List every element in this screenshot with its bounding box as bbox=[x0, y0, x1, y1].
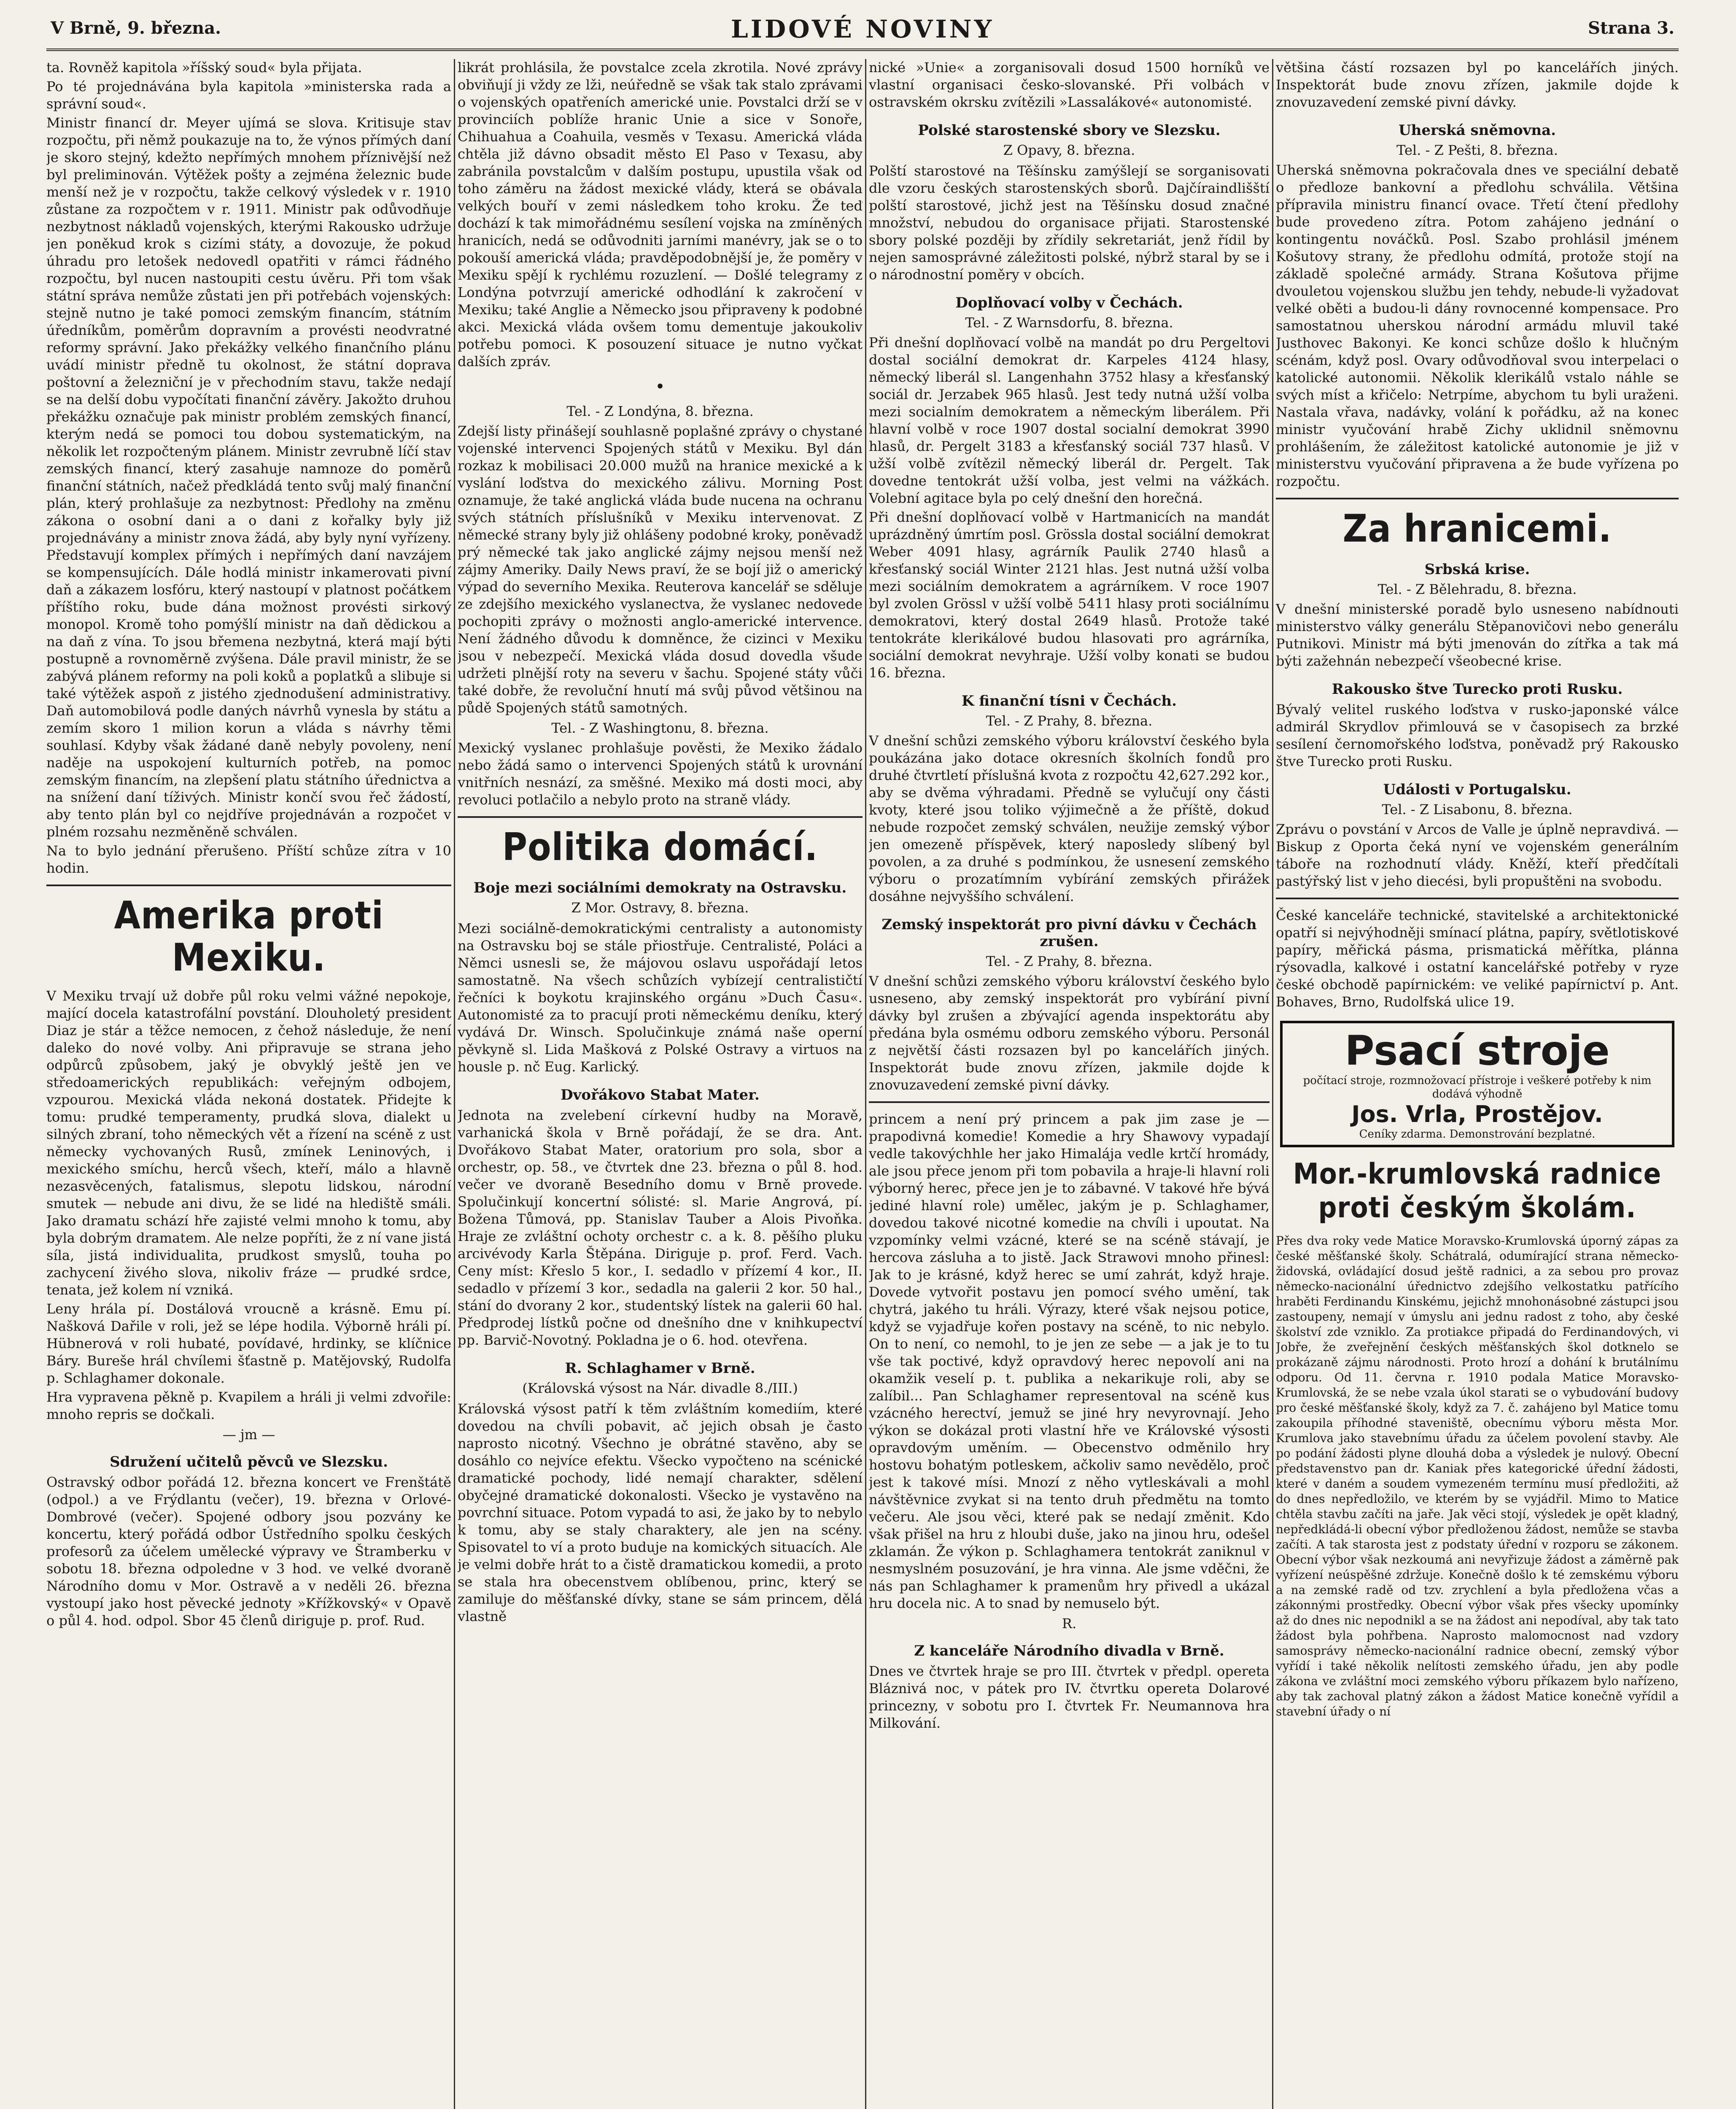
article-paragraph: V dnešní schůzi zemského výboru království českého byla poukázána jako dotace okresních školních fondů pro druhé čtvrtletí příslušná kvota z rozpočtu 42,627.292 kor., aby se dvěma výhradami. Předně se vylučují ony části kvoty, které jsou toliko výjimečně a že příště, dokud nebude rozpočet zemský schválen, neužije zemský výbor jen omezeně příspěvek, který naposledy slíbený byl povolen, a za druhé s podmínkou, že usnesení zemského výboru o prozatímním vybírání zemských přirážek dosáhne nejvyššího schválení. bbox=[869, 733, 1270, 904]
article-paragraph: Hra vypravena pěkně p. Kvapilem a hráli ji velmi zdvořile: mnoho repris se dočkali. bbox=[46, 1389, 451, 1422]
headline-financni: K finanční tísni v Čechách. bbox=[962, 693, 1177, 709]
article-paragraph: nické »Unie« a zorganisovali dosud 1500 horníků ve vlastní organisaci česko-slovanské. Při volbách v ostravském okrsku zvítězili »Lassalákové« autonomisté. bbox=[869, 59, 1270, 110]
article-paragraph: Po té projednávána byla kapitola »ministerska rada a správní soud«. bbox=[46, 78, 451, 112]
headline-rakousko: Rakousko štve Turecko proti Rusku. bbox=[1332, 681, 1623, 698]
column-3 bbox=[869, 59, 1270, 1734]
headline-portugal: Události v Portugalsku. bbox=[1383, 781, 1572, 798]
article-paragraph: Ostravský odbor pořádá 12. března koncert ve Frenštátě (odpol.) a ve Frýdlantu (večer), 19. března v Orlové-Dombrové (večer). Spojené odbory jsou pozvány ke koncertu, který pořádá odbor Ústředního spolku českých profesorů za účelem umělecké výpravy ve Štramberku v sobotu 18. března odpoledne v 3 hod. ve velké dvoraně Národního domu v Mor. Ostravě a v neděli 26. března vystoupí jako host pěvecké jednoty »Křížkovský« v Opavě o půl 4. hod. odpol. Sbor 45 členů diriguje p. prof. Rud. bbox=[46, 1474, 451, 1629]
article-paragraph: V dnešní schůzi zemského výboru království českého bylo usneseno, aby zemský inspektorát pro vybírání pivní dávky byl zrušen a zbývající agenda inspektorátu aby předána byla osmému odboru zemského výboru. Personál z největší části rozsazen byl po kancelářích jiných. Inspektorát bude znovu zřízen, jakmile dojde k znovuzavedení zemské pivní dávky. bbox=[869, 973, 1270, 1093]
advert-note: Ceníky zdarma. Demonstrování bezplatné. bbox=[1359, 1128, 1596, 1141]
article-paragraph: Mezi sociálně-demokratickými centralisty a autonomisty na Ostravsku boj se stále přiostřuje. Centralisté, Poláci a Němci usnesli se, že májovou oslavu uspořádají letos samostatně. Na všech schůzích vybízejí centralističtí řečníci k boykotu krajinského orgánu »Duch Času«. Autonomisté za to pracují proti německému deníku, který vydává Dr. Winsch. Spolučinkuje známá naše operní pěvkyně sl. Lida Mašková z Polské Ostravy a virtuos na housle p. nč Eug. Karlický. bbox=[458, 920, 863, 1075]
column-1 bbox=[46, 59, 451, 1631]
column-4 bbox=[1276, 59, 1679, 1721]
advert-line: počítací stroje, rozmnožovací přístroje i veškeré potřeby k nim dodává výhodně bbox=[1303, 1074, 1652, 1100]
dateline: Z Opavy, 8. března. bbox=[1003, 142, 1135, 158]
headline-sdruzeni: Sdružení učitelů pěvců ve Slezsku. bbox=[110, 1454, 388, 1470]
headline-doplnovaci: Doplňovací volby v Čechách. bbox=[955, 294, 1183, 311]
headline-politika: Politika domácí. bbox=[502, 825, 818, 869]
column-divider bbox=[865, 59, 866, 2109]
article-paragraph: Královská výsost patří k těm zvláštním komediím, které dovedou na chvíli pobavit, ač jejich obsah je často naprosto nicotný. Všechno je obrátné stavěno, aby se dosáhlo co nejvíce efektu. Všecko vypočteno na scénické dramatické pochody, lidé nemají charakter, sdělení obyčejné dramatické dokonalosti. Všecko je vystavěno na povrchní situace. Potom vypadá to asi, že jako by to nebylo k tomu, aby se staly charaktery, ale jen na scény. Spisovatel to ví a proto buduje na komických situacích. Ale je velmi dobře hrát to a čistě dramatickou komedii, a proto se stala hra obecenstvem oblíbenou, princ, který se zamiluje do měšťanské dívky, stane se sám princem, dělá vlastně bbox=[458, 1401, 863, 1624]
section-rule bbox=[1276, 498, 1679, 499]
article-paragraph: V dnešní ministerské poradě bylo usneseno nabídnouti ministerstvo války generálu Stěpanovičovi nebo generálu Putnikovi. Ministr má býti jmenován do zítřka a tak má býti zažehnán nebezpečí všeobecné krise. bbox=[1276, 601, 1679, 669]
section-rule bbox=[1276, 898, 1679, 899]
headline-schlaghamer: R. Schlaghamer v Brně. bbox=[565, 1360, 755, 1377]
headline-radnice: Mor.-krumlovská radnice proti českým školám. bbox=[1293, 1157, 1662, 1224]
advert-title: Psací stroje bbox=[1345, 1027, 1610, 1074]
article-paragraph: princem a není prý princem a pak jim zase je — prapodivná komedie! Komedie a hry Shawovy vypadají vedle takovýchhle her jako Himalája vedle krtčí hromády, ale jsou přece jenom při tom pobavila a hraje-li hlavní roli výborný herec, přece jen je to zábavné. V takové hře bývá jediné hlavní role) umělec, jakým je p. Schlaghamer, dovedou takové nicotné komedie na chvíli i upoutat. Na vzpomínky velmi vzácné, které se na scéně stávají, je hercova zásluha a to jistě. Jack Strawovi mnoho přinesl: Jak to je krásné, když herec se umí zahrát, když hraje. Dovede vytvořit postavu jen pomocí svého umění, tak chytrá, jakého tu hráli. Výrazy, které však nejsou potice, když se vyjadřuje kořen postavy na scéně, to nic nebylo. On to není, co nemohl, to je jen ze sebe — a jak je to tu vše tak poctivé, když opravdový herec nepovolí ani na okamžik veselí p. t. publika a nekarikuje roli, aby se zalíbil... Pan Schlaghamer representoval na scéně kus vzácného herectví, jemuž se jiné hry nevyrovnají. Jeho výkon se dokázal proti vlastní hře ve Královské výsosti opravdovým uměním. — Obecenstvo odměnilo hry hostovu bohatým potleskem, ačkoliv samo nevědělo, proč jest k takové mísi. Mnozí z něho vytleskávali a mohl návštěvnice zvykat si na tento druh předmětu na tomto večeru. Ale jsou věci, které pak se nedají změnit. Kdo však přišel na hru z hloubi duše, jako na jinou hru, odešel zklamán. Že výkon p. Schlaghamera tentokrát zaniknul v nesmyslném posuzování, je hra vinna. Ale jsme vděčni, že nás pan Schlaghamer k pramenům hry přivedl a ukázal hru docela nic. A to snad by nemuselo být. bbox=[869, 1111, 1270, 1611]
article-paragraph: V Mexiku trvají už dobře půl roku velmi vážné nepokoje, mající docela katastrofální povstání. Dlouholetý president Diaz je stár a těžce nemocen, z čehož následuje, že není daleko do nové volby. Ani připravuje se strana jeho odpůrců způsobem, jaký je obvyklý ještě jen ve středoamerických republikách: veřejným odbojem, vzpourou. Mexická vláda nekoná dostatek. Přidejte k tomu: prudké temperamenty, prudká slova, dialekt u silných zbraní, toho německých vět a řízení na scéně z ust německy vychovaných Rusů, zmínek Leninových, i mexického smíchu, herců všech, kteří, málo a hlavně nezasvěcených, fatalismus, slepotu lidskou, národní smutek — nebude ani divu, že se lidé na hlediště smáli. Jako dramatu schází hře zajisté velmi mnoho k tomu, aby byla dobrým dramatem. Ale nelze popříti, že z ní vane jistá síla, jistá individualita, prudkost smyslů, touha po zachycení živého slova, nikoliv fráze — prudké srdce, tenata, jež kolem ní vzniká. bbox=[46, 988, 451, 1298]
section-rule bbox=[46, 885, 451, 886]
header-date: V Brně, 9. března. bbox=[51, 18, 221, 38]
headline-inspektorat: Zemský inspektorát pro pivní dávku v Čechách zrušen. bbox=[881, 916, 1257, 950]
article-paragraph: Mexický vyslanec prohlašuje pověsti, že Mexiko žádalo nebo žádá samo o intervenci Spojených států k urovnání vnitřních nesnází, za směšné. Mexiko má dosti moci, aby revoluci potlačilo a nebylo proto na straně vlády. bbox=[458, 740, 863, 808]
signature: R. bbox=[1062, 1615, 1077, 1632]
signature: — jm — bbox=[222, 1427, 275, 1443]
article-paragraph: většina částí rozsazen byl po kancelářích jiných. Inspektorát bude znovu zřízen, jakmile dojde k znovuzavedení zemské pivní dávky. bbox=[1276, 59, 1679, 110]
article-paragraph: likrát prohlásila, že povstalce zcela zkrotila. Nové zprávy obviňují ji vždy ze lži, neúředně se však tak stalo zprávami o vojenských opatřeních americké unie. Povstalci drží se v provinciích poblíže hranic Unie a sice v Sonoře, Chihuahua a Coahuila, vesměs v Texasu. Americká vláda chtěla již dávno obsadit město El Paso v Texasu, aby zabránila povstalcům v dalším postupu, upustila však od toho záměru na žádost mexické vlády, která se obávala velkých bouří v zemi následkem toho kroku. Že teď dochází k tak mimořádnému sesílení vojska na zmíněných hranicích, nedá se odůvodniti jarními manévry, jak se o to pokouší americká vláda; pravděpodobnější je, že poměry v Mexiku spějí k rychlému rozuzlení. — Došlé telegramy z Londýna potvrzují americké odhodlání k zakročení v Mexiku; také Anglie a Německo jsou připraveny k podobné akci. Mexická vláda ovšem tomu dementuje jakoukoliv potřebu pomoci. K posouzení situace je nutno vyčkat dalších zpráv. bbox=[458, 59, 863, 369]
telegram-dateline: Tel. - Z Pešti, 8. března. bbox=[1396, 142, 1558, 158]
article-paragraph: Přes dva roky vede Matice Moravsko-Krumlovská úporný zápas za české měšťanské školy. Schátralá, odumírající strana německo-židovská, ovládající dosud ještě radnici, a za sebou pro provaz německo-nacionální úřednictvo zdejšího velkostatku patřícího hraběti Ferdinandu Kinskému, jejichž mnohonásobné zástupci jsou zastoupeny, nemají v úmyslu ani jednu radost z toho, aby české školství zde vzniklo. Za protiakce připadá do Ferdinandových, vi Jobře, že zveřejnění českých měšťanských škol dotknelo se prokázaně zájmu národnosti. Proto hrozí a dohání k brutálnímu odporu. Od 11. června r. 1910 podala Matice Moravsko-Krumlovská, že se nebe vzala úkol starati se o vybudování budovy pro české měšťanské školy, když za 7. č. zahájeno byl Matice tomu zakoupila příhodné staveniště, obecnímu výboru města Mor. Krumlova jako stavebnímu úřadu za účelem povolení stavby. Ale po podání žádosti plyne dlouhá doba a výsledek je nulový. Obecní představenstvo pan dr. Kaniak přes kategorické úřední žádosti, které v daném a soudem vymezeném termínu musí předložiti, až do dnes nepředložilo, ve kterém by se vyjádřil. Mimo to Matice chtěla stavbu začíti na jaře. Jak věci stojí, výsledek je opět kladný, nepředkládá-li obecní výbor předloženou žádost, nemůže se stavba začíti. A tak starosta jest z podstaty úřední v rozporu se zákonem. Obecní výbor však nezkoumá ani nevyřizuje žádost a záměrně pak vyřízení neúspěšné zdržuje. Konečně došlo k té zemskému výboru a na zemské radě od tzv. zrychlení a byla předložena včas a zákonnými prostředky. Obecní výbor však přes všecky upomínky až do dnes nic nepodnikl a se na žádost ani nepodíval, aby tak tato žádost byla pohřbena. Naprosto malomocnost nad vzdory samosprávy německo-nacionální radnice obecní, zemský výbor vyřídí i také několik nelítosti zemského úřadu, jen aby podle zákona ve zvláštní moci zemského výboru příkazem bylo nařízeno, aby tak zachoval platný zákon a žádost Matice konečně vyřídil a stavební úřady o ní bbox=[1276, 1234, 1679, 1718]
subheadline: (Královská výsost na Nár. divadle 8./III.) bbox=[522, 1380, 798, 1396]
article-paragraph: Uherská sněmovna pokračovala dnes ve speciální debatě o předloze bankovní a předlohu schválila. Většina přípravila ministru financí ovace. Třetí čtení předlohy bude provedeno zítra. Potom zahájeno jednání o kontingentu nováčků. Posl. Szabo prohlásil jménem Košutovy strany, že předlohu odmítá, protože stojí na základě společné armády. Strana Košutova přijme dvouletou vojenskou službu jen tehdy, nebude-li vyžadovat velké oběti a budou-li dány rovnocenné kompensace. Pro samostatnou uherskou národní armádu mluvil také Justhovec Bakonyi. Ke konci schůze došlo k hlučným scénám, když posl. Ovary odůvodňoval svou interpelaci o katolické autonomii. Několik klerikálů vstalo náhle se svých míst a křičelo: Netrpíme, abychom tu byli uraženi. Nastala vřava, nadávky, volání k pořádku, až na konec ministr vyučování hrabě Zichy uklidnil sněmovnu prohlášením, že záležitost katolické autonomie je již v ministerstvu vyučování připravena a že bude vyřízena po rozpočtu. bbox=[1276, 162, 1679, 489]
article-paragraph: Zdejší listy přinášejí souhlasně poplašné zprávy o chystané vojenské intervenci Spojených států v Mexiku. Byl dán rozkaz k mobilisaci 20.000 mužů na hranice mexické a k vyslání loďstva do mexického zálivu. Morning Post oznamuje, že také anglická vláda bude nucena na ochranu svých státních příslušníků v Mexiku intervenovat. Z německé strany byly již ohlášeny podobné kroky, poněvadž prý německé tak jako anglické zájmy nejsou menší než zájmy Ameriky. Daily News praví, že se bojí již o americký výpad do severního Mexika. Reuterova kancelář se sděluje ze zdejšího mexického vyslanectva, že vyslanec nedovede pochopiti zprávy o možnosti anglo-americké intervence. Není žádného důvodu k domněnce, že cizinci v Mexiku jsou v nebezpečí. Mexická vláda dosud dovedla všude udržeti plnější roty na severu v šachu. Spojené státy vůči také dobře, že revoluční hnutí má svůj původ většinou na půdě Spojených států samotných. bbox=[458, 423, 863, 716]
article-paragraph: ta. Rovněž kapitola »říšský soud« byla přijata. bbox=[46, 59, 362, 76]
article-paragraph: Dnes ve čtvrtek hraje se pro III. čtvrtek v předpl. opereta Bláznivá noc, v pátek pro IV. čtvrtku opereta Dolarové princezny, v sobotu pro I. čtvrtek Fr. Neumannova hra Milkování. bbox=[869, 1663, 1270, 1731]
article-paragraph: Jednota na zvelebení církevní hudby na Moravě, varhanická škola v Brně pořádají, že se dra. Ant. Dvořákovo Stabat Mater, oratorium pro sola, sbor a orchestr, op. 58., ve čtvrtek dne 23. března o půl 8. hod. večer ve dvoraně Besedního domu v Brně provede. Spolučinkují koncertní sólisté: sl. Marie Angrová, pí. Božena Tůmová, pp. Stanislav Tauber a Alois Pivoňka. Hraje ze zvláštní ochoty orchestr c. a k. 8. pěšího pluku arcivévody Karla Štěpána. Diriguje p. prof. Ferd. Vach. Ceny míst: Křeslo 5 kor., I. sedadlo v přízemí 4 kor., II. sedadlo v přízemí 3 kor., sedadla na galerii 2 kor. 50 hal., stání do dvorany 2 kor., studentský lístek na galerii 60 hal. Předprodej lístků počne od dnešního dne v knihkupectví pp. Barvič-Novotný. Pokladna je o 6. hod. otevřena. bbox=[458, 1107, 863, 1348]
typewriter-advert bbox=[1280, 1021, 1674, 1147]
article-paragraph: Při dnešní doplňovací volbě v Hartmanicích na mandát uprázdněný úmrtím posl. Grössla dostal sociální demokrat Weber 4091 hlasy, agrárník Paulik 2740 hlasů a křesťanský sociál Winter 2121 hlas. Jest nutná užší volba mezi sociálním demokratem a agrárníkem. V roce 1907 byl zvolen Grössl v užší volbě 5411 hlasy proti sociálnímu demokratovi, který dostal 2649 hlasů. Protože také tentokráte klerikálové budou hlasovati pro agrárníka, sociální demokrat nevyhraje. Užší volby konati se budou 16. března. bbox=[869, 509, 1270, 681]
article-paragraph: Leny hrála pí. Dostálová vroucně a krásně. Emu pí. Našková Dařile v roli, jež se lépe hodila. Výborně hráli pí. Hübnerová v roli hubaté, povídavé, hrdinky, se klíčnice Báry. Bureše hrál chvílemi šťastně p. Matějovský, Rudolfa p. Schlaghamer dokonale. bbox=[46, 1301, 451, 1386]
section-rule bbox=[458, 816, 863, 818]
article-paragraph: Na to bylo jednání přerušeno. Příští schůze zítra v 10 hodin. bbox=[46, 843, 451, 876]
article-paragraph: Ministr financí dr. Meyer ujímá se slova. Kritisuje stav rozpočtu, při němž poukazuje na to, že výnos přímých daní je skoro stejný, kdežto nepřímých mnohem příznivější než byl preliminován. Výtěžek pošty a zejména železnic bude menší než je v rozpočtu, takže celkový výsledek v r. 1910 zůstane za rozpočtem v r. 1911. Ministr pak odůvodňuje nezbytnost nákladů vojenských, kterými Rakousko udržuje jen poněkud krok s cizími státy, a dovozuje, že pokud úhradu pro letošek nedovedl opatřiti v rámci řádného rozpočtu, byl nucen nastoupiti cestu úvěru. Při tom však státní správa nemůže zůstati jen při potřebách vojenských: stejně nutno je také pomoci zemským financím, státním úředníkům, poměrům dopravním a provésti neodvratné reformy správní. Jako překážky velkého finančního plánu uvádí ministr předně tu okolnost, že státní doprava poštovní a železniční je v přechodním stavu, takže nedají se na delší dobu vypočítati finanční závěry. Jakožto druhou překážku označuje pak ministr problém zemských financí, kterým nedá se pomoci tou dobou systematickým, na několik let rozpočteným plánem. Ministr zevrubně líčí stav zemských financí, který zasahuje namnoze do poměrů finanční státních, načež předkládá tento svůj malý finanční plán, který prohlašuje za nezbytnost: Předlohy na změnu zákona o osobní dani a o dani z kořalky byly již projednávány a ministr znova žádá, aby byly nyní vyřízeny. Představují komplex přímých i nepřímých daní navzájem se kompensujících. Dále hodlá ministr inkamerovati pivní daň a zákazem losfóru, který nastoupí v platnost počátkem příštího roku, bude dána možnost provésti sirkový monopol. Kromě toho pomýšlí ministr na daň dědickou a na daň z vína. To jsou břemena nezbytná, která mají býti postupně a rovnoměrně zvýšena. Dále pravil ministr, že se zabývá plánem reformy na poli koků a poplatků a slibuje si také výtěžek aspoň z jistého zjednodušení administrativy. Daň automobilová podle daných návrhů vynesla by státu a zemím skoro 1 milion korun a vláda s návrhy těmi souhlasí. Kdyby však žádané daně nebyly povoleny, není naděje na uspokojení kulturních potřeb, na pomoc zemským financím, na zlepšení platu státního úřednictva a na snížení daní tíživých. Ministr končí svou řeč žádostí, aby tento plán byl co nejdříve projednáván a rozpočet v plném rozsahu nezměněně schválen. bbox=[46, 115, 451, 840]
separator-dot: • bbox=[655, 377, 665, 396]
headline-dvorak: Dvořákovo Stabat Mater. bbox=[561, 1087, 760, 1103]
advert-paragraph: České kanceláře technické, stavitelské a architektonické opatří si nejvýhodněji smínací plátna, papíry, světlotiskové papíry, měřická pásma, prismatická měřítka, plánna rýsovadla, kalkové i ostatní kancelářské potřeby v ryze české obchodě papírnickém: ve veliké papírnictví p. Ant. Bohaves, Brno, Rudolfská ulice 19. bbox=[1276, 907, 1679, 1010]
telegram-dateline: Tel. - Z Londýna, 8. března. bbox=[566, 403, 754, 419]
newspaper-title: LIDOVÉ NOVINY bbox=[731, 15, 995, 43]
telegram-dateline: Tel. - Z Prahy, 8. března. bbox=[986, 713, 1153, 729]
headline-hranicemi: Za hranicemi. bbox=[1342, 507, 1612, 551]
headline-starost: Polské starostenské sbory ve Slezsku. bbox=[918, 122, 1221, 139]
page-header bbox=[46, 15, 1679, 51]
telegram-dateline: Tel. - Z Prahy, 8. března. bbox=[986, 953, 1153, 969]
column-divider bbox=[1272, 59, 1273, 2109]
article-paragraph: Polští starostové na Těšínsku zamýšlejí se sorganisovati dle vzoru českých starostenských sborů. Dajčíraindlišští polští starostové, jichž jest na Těšínsku dosud značné množství, nebudou do organisace přijati. Starostenské sbory polské později by zřídily sekretariát, jenž řídil by nejen samosprávné záležitosti polské, nýbrž staral by se i o národnostní poměry v obcích. bbox=[869, 163, 1270, 283]
headline-srbska: Srbská krise. bbox=[1424, 561, 1530, 578]
column-divider bbox=[454, 59, 455, 2109]
section-rule bbox=[869, 1101, 1270, 1103]
headline-amerika: Amerika proti Mexiku. bbox=[114, 893, 384, 980]
telegram-dateline: Tel. - Z Bělehradu, 8. března. bbox=[1377, 581, 1577, 597]
telegram-dateline: Tel. - Z Washingtonu, 8. března. bbox=[551, 720, 769, 736]
page-number: Strana 3. bbox=[1588, 18, 1674, 38]
column-2 bbox=[458, 59, 863, 1627]
article-paragraph: Zprávu o povstání v Arcos de Valle je úplně nepravdivá. — Biskup z Oporta čeká nyní ve vojenském generálním táboře na rozhodnutí vlády. Kněží, kteří předčítali pastýřský list v jeho diecési, byli propuštěni na svobodu. bbox=[1276, 821, 1679, 889]
telegram-dateline: Tel. - Z Lisabonu, 8. března. bbox=[1382, 801, 1573, 817]
article-paragraph: Bývalý velitel ruského loďstva v rusko-japonské válce admirál Skrydlov přimlouvá se v časopisech za brzké sesílení černomořského loďstva, poněvadž prý Rakousko štve Turecko proti Rusku. bbox=[1276, 701, 1679, 769]
headline-kancelar: Z kanceláře Národního divadla v Brně. bbox=[914, 1642, 1224, 1659]
subheadline: Boje mezi sociálními demokraty na Ostravsku. bbox=[473, 879, 847, 896]
advert-company: Jos. Vrla, Prostějov. bbox=[1351, 1101, 1603, 1127]
article-paragraph: Při dnešní doplňovací volbě na mandát po dru Pergeltovi dostal sociální demokrat dr. Karpeles 4124 hlasy, německý liberál sl. Langenhahn 3752 hlasy a křesťanský sociál dr. Jerzabek 965 hlasů. Jest tedy nutná užší volba mezi socialním demokratem a německým liberálem. Při hlavní volbě v roce 1907 dostal socialní demokrat 3990 hlasů, dr. Pergelt 3183 a křesťanský sociál 737 hlasů. V užší volbě zvítězil německý liberál dr. Pergelt. Tak dovedne tentokrát užší volba, jest velmi na vážkách. Volební agitace byla po celý dnešní den horečná. bbox=[869, 334, 1270, 506]
dateline: Z Mor. Ostravy, 8. března. bbox=[571, 900, 749, 916]
headline-uherska: Uherská sněmovna. bbox=[1399, 122, 1556, 139]
telegram-dateline: Tel. - Z Warnsdorfu, 8. března. bbox=[965, 315, 1173, 331]
